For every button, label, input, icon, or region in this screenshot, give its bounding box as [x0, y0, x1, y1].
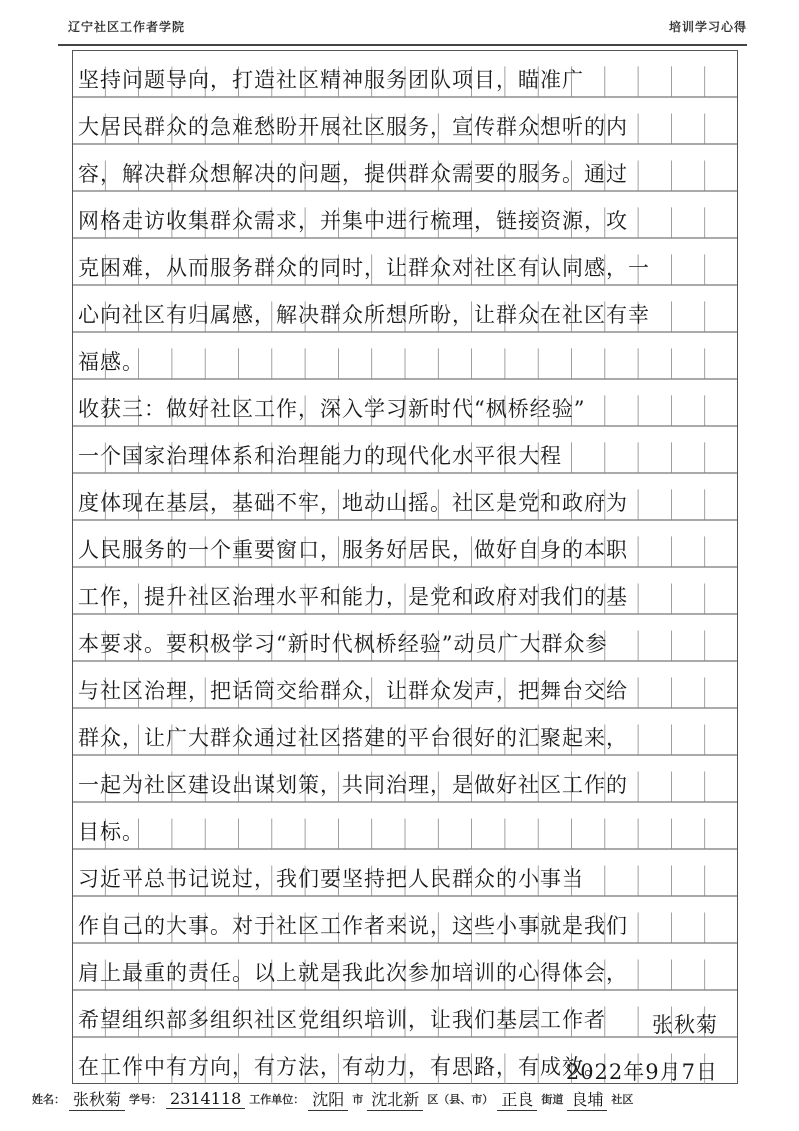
id-value: 2314118: [166, 1089, 245, 1109]
handwritten-line: 希望组织部多组织社区党组织培训，让我们基层工作者: [78, 1007, 606, 1032]
handwritten-line: 2022年9月7日: [565, 1059, 718, 1084]
handwritten-line: 心向社区有归属感，解决群众所想所盼，让群众在社区有幸: [78, 302, 650, 327]
handwritten-line: 度体现在基层，基础不牢，地动山摇。社区是党和政府为: [78, 490, 628, 515]
handwritten-line: 习近平总书记说过，我们要坚持把人民群众的小事当: [78, 866, 584, 891]
district-value: 沈北新: [367, 1087, 423, 1111]
handwritten-line: 群众，让广大群众通过社区搭建的平台很好的汇聚起来，: [78, 725, 628, 750]
handwritten-line: 肩上最重的责任。以上就是我此次参加培训的心得体会，: [78, 960, 628, 985]
handwritten-line: 与社区治理，把话筒交给群众，让群众发声，把舞台交给: [78, 678, 628, 703]
handwritten-line: 容，解决群众想解决的问题，提供群众需要的服务。通过: [78, 161, 628, 186]
handwritten-line: 福感。: [78, 349, 144, 374]
handwritten-line: 本要求。要积极学习“新时代枫桥经验”动员广大群众参: [78, 631, 608, 656]
name-label: 姓名：: [32, 1093, 65, 1106]
community-value: 良埔: [567, 1087, 607, 1111]
street-value: 正良: [497, 1087, 537, 1111]
handwritten-line: 张秋菊: [652, 1012, 718, 1037]
handwritten-line: 在工作中有方向，有方法，有动力，有思路，有成效。: [78, 1054, 606, 1079]
community-suffix: 社区: [611, 1093, 634, 1106]
handwritten-line: 人民服务的一个重要窗口，服务好居民，做好自身的本职: [78, 537, 628, 562]
footer-info: [32, 1086, 759, 1112]
handwritten-line: 作自己的大事。对于社区工作者来说，这些小事就是我们: [78, 913, 628, 938]
writing-grid-sheet: [72, 50, 738, 1084]
handwritten-line: 大居民群众的急难愁盼开展社区服务，宣传群众想听的内: [78, 114, 628, 139]
district-suffix: 区（县、市）: [427, 1093, 494, 1106]
city-suffix: 市: [352, 1093, 364, 1106]
handwritten-line: 一个国家治理体系和治理能力的现代化水平很大程: [78, 443, 562, 468]
handwritten-line: 一起为社区建设出谋划策，共同治理，是做好社区工作的: [78, 772, 628, 797]
name-value: 张秋菊: [69, 1087, 125, 1111]
handwritten-line: 收获三：做好社区工作，深入学习新时代“枫桥经验”: [78, 396, 586, 421]
handwritten-line: 目标。: [78, 819, 144, 844]
header-document-type: 培训学习心得: [668, 20, 747, 34]
handwritten-line: 坚持问题导向，打造社区精神服务团队项目，瞄准广: [78, 67, 584, 92]
street-suffix: 街道: [541, 1093, 564, 1106]
handwritten-line: 工作，提升社区治理水平和能力，是党和政府对我们的基: [78, 584, 628, 609]
id-label: 学号：: [129, 1093, 163, 1106]
handwritten-line: 网格走访收集群众需求，并集中进行梳理，链接资源，攻: [78, 208, 628, 233]
city-value: 沈阳: [308, 1087, 348, 1111]
header-rule: [58, 44, 747, 46]
header-college-name: 辽宁社区工作者学院: [68, 20, 186, 34]
unit-label: 工作单位：: [249, 1093, 305, 1106]
handwritten-line: 克困难，从而服务群众的同时，让群众对社区有认同感，一: [78, 255, 650, 280]
